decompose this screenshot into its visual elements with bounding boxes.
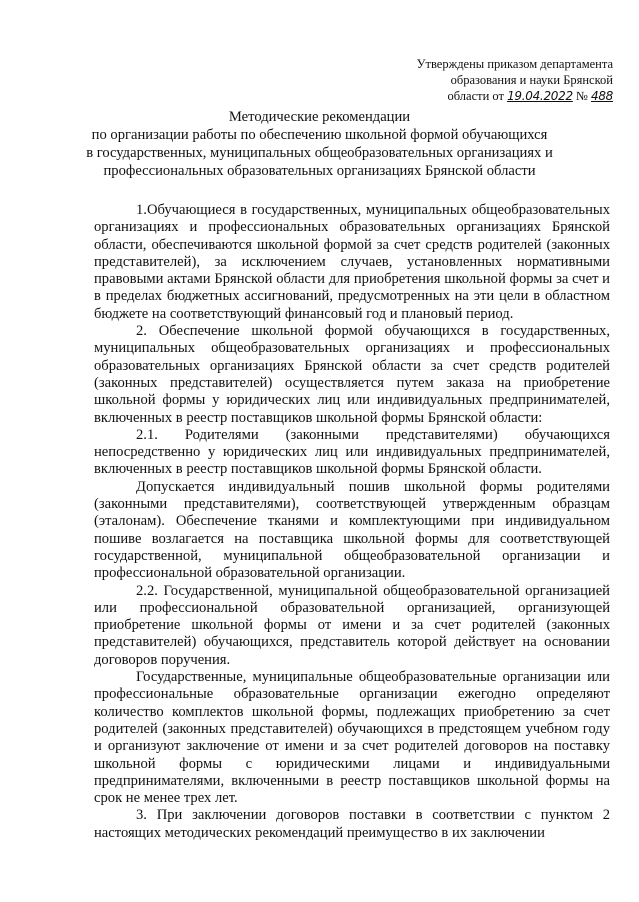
title-line-4: профессиональных образовательных организациях Брянской области: [103, 163, 536, 179]
paragraph-2-1: 2.1. Родителями (законными представителями) обучающихся непосредственно у юридических лиц или индивидуальных предпринимателей, включенных в реестр поставщиков школьной формы Брянской области.: [94, 426, 610, 478]
paragraph-3: 3. При заключении договоров поставки в соответствии с пунктом 2 настоящих методических рекомендаций преимущество в их заключении: [94, 807, 610, 841]
paragraph-2-1-note: Допускается индивидуальный пошив школьной формы родителями (законными представителями), соответствующей утвержденным образцам (эталонам). Обеспечение тканями и комплектующими при индивидуальном пошиве возлагается на поставщика школьной формы для соответствующей государственной, муниципальной общеобразовательной организации и профессиональной образовательной организации.: [94, 478, 610, 582]
title-line-3: в государственных, муниципальных общеобразовательных организациях и: [86, 145, 553, 161]
approval-line-3: [417, 88, 613, 104]
paragraph-1: 1.Обучающиеся в государственных, муниципальных общеобразовательных организациях и профессиональных образовательных организациях Брянской области, обеспечиваются школьной формой за счет средств родителей (законных представителей), за исключением случаев, установленных нормативными правовыми актами Брянской области для приобретения школьной формы за счет и в пределах бюджетных ассигнований, предусмотренных на эти цели в областном бюджете на соответствующий финансовый год и плановый период.: [94, 202, 610, 322]
approval-line-1: Утверждены приказом департамента: [416, 57, 613, 71]
approval-block: [417, 56, 613, 104]
paragraph-2: 2. Обеспечение школьной формой обучающихся в государственных, муниципальных общеобразовательных организациях и профессиональных образовательных организациях Брянской области за счет средств родителей (законных представителей) осуществляется путем заказа на приобретение школьной формы у юридических лиц или индивидуальных предпринимателей, включенных в реестр поставщиков школьной формы Брянской области:: [94, 323, 610, 426]
approval-number: 488: [590, 89, 613, 103]
paragraph-2-2-note: Государственные, муниципальные общеобразовательные организации или профессиональные образовательные организации ежегодно определяют количество комплектов школьной формы, подлежащих приобретению за счет родителей (законных представителей) обучающихся в предстоящем учебном году и организуют заключение от имени и за счет родителей договоров на поставку школьной формы с юридическими лицами и индивидуальными предпринимателями, включенными в реестр поставщиков школьной формы на срок не менее трех лет.: [94, 669, 610, 807]
title-line-1: Методические рекомендации: [228, 109, 411, 125]
document-title: [0, 108, 639, 180]
approval-prefix: области от: [447, 89, 504, 103]
document-body: [94, 202, 610, 842]
title-line-2: по организации работы по обеспечению школьной формой обучающихся: [91, 127, 548, 143]
approval-date: 19.04.2022: [507, 89, 573, 103]
paragraph-2-2: 2.2. Государственной, муниципальной общеобразовательной организацией или профессиональной образовательной организацией, организующей приобретение школьной формы от имени и за счет родителей (законных представителей) обучающихся, представитель которой действует на основании договоров поручения.: [94, 582, 610, 668]
approval-number-sign: №: [575, 89, 588, 103]
approval-line-2: образования и науки Брянской: [450, 73, 613, 87]
